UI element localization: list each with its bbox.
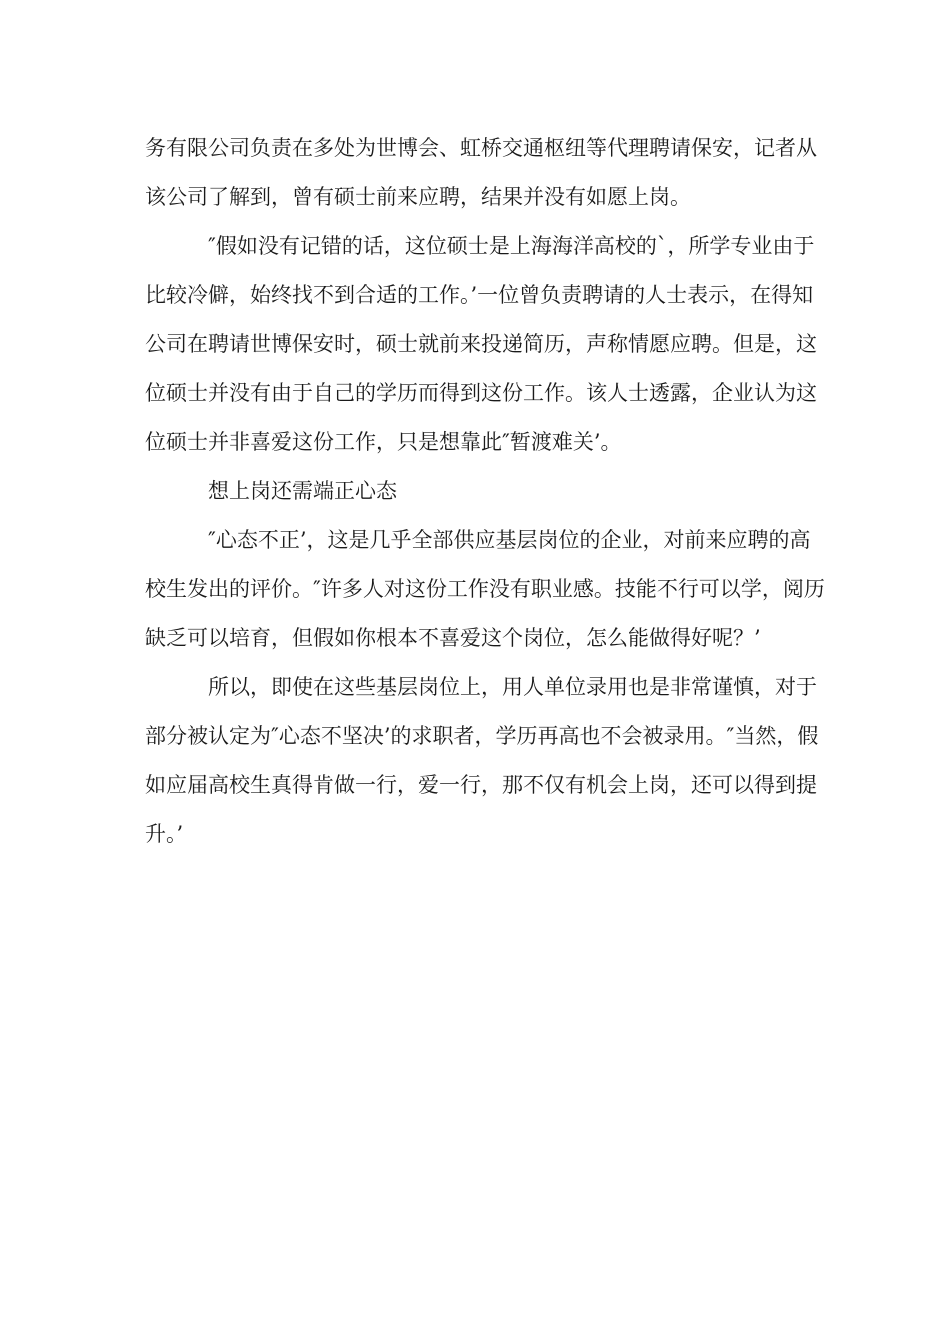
paragraph-3: ″心态不正’，这是几乎全部供应基层岗位的企业，对前来应聘的高校生发出的评价。″许多人对这份工作没有职业感。技能不行可以学，阅历缺乏可以培育，但假如你根本不喜爱这个岗位，怎么能做得好呢？’ [145, 528, 825, 650]
paragraph-4: 所以，即使在这些基层岗位上，用人单位录用也是非常谨慎，对于部分被认定为″心态不坚决’的求职者，学历再高也不会被录用。″当然，假如应届高校生真得肯做一行，爱一行，那不仅有机会上岗，还可以得到提升。’ [145, 675, 819, 846]
paragraph-1: 务有限公司负责在多处为世博会、虹桥交通枢纽等代理聘请保安，记者从该公司了解到，曾有硕士前来应聘，结果并没有如愿上岗。 [145, 136, 817, 209]
paragraph-2: ″假如没有记错的话，这位硕士是上海海洋高校的`，所学专业由于比较冷僻，始终找不到合适的工作。’一位曾负责聘请的人士表示，在得知公司在聘请世博保安时，硕士就前来投递简历，声称情愿应聘。但是，这位硕士并没有由于自己的学历而得到这份工作。该人士透露，企业认为这位硕士并非喜爱这份工作，只是想靠此″暂渡难关’。 [145, 234, 817, 454]
body-text [145, 124, 825, 859]
section-heading: 想上岗还需端正心态 [208, 479, 397, 503]
